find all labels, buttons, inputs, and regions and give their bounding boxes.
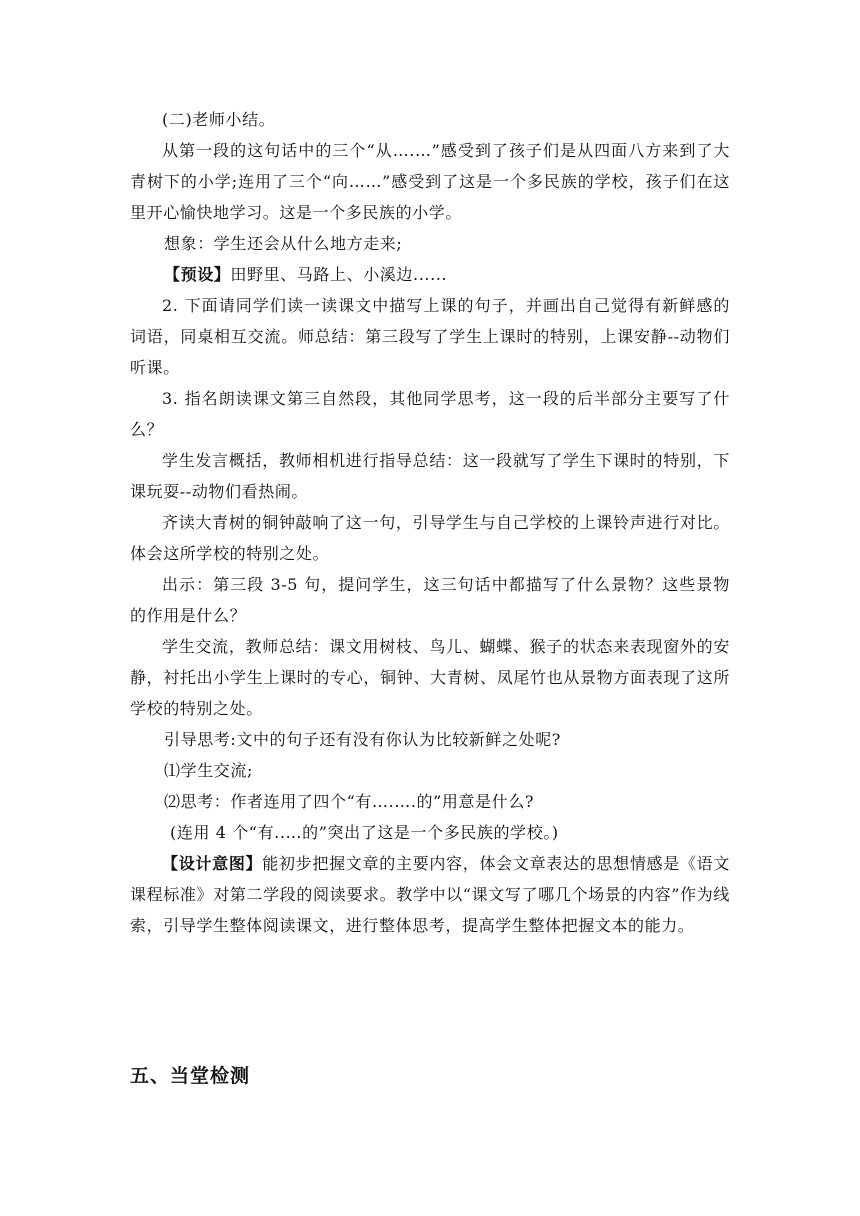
design-intent-tag: 【设计意图】 <box>162 854 263 873</box>
body-paragraph: 学生交流，教师总结：课文用树枝、鸟儿、蝴蝶、猴子的状态来表现窗外的安静，衬托出小学生上课时的专心，铜钟、大青树、凤尾竹也从景物方面表现了这所学校的特别之处。 <box>130 637 730 718</box>
preset-paragraph <box>130 259 730 290</box>
section-heading: 五、当堂检测 <box>130 1065 251 1087</box>
preset-text: 田野里、马路上、小溪边...... <box>230 265 448 284</box>
list-item: ⑵思考：作者连用了四个“有….….的”用意是什么? <box>164 792 535 811</box>
preset-tag: 【预设】 <box>164 265 231 284</box>
body-paragraph: 引导思考:文中的句子还有没有你认为比较新鲜之处呢? <box>164 730 561 749</box>
subsection-title: (二)老师小结。 <box>162 110 276 129</box>
body-paragraph: 出示：第三段 3-5 句，提问学生，这三句话中都描写了什么景物？这些景物的作用是什么？ <box>130 575 730 625</box>
body-paragraph: (连用 4 个“有..…的”突出了这是一个多民族的学校。) <box>170 823 559 842</box>
body-paragraph: 2. 下面请同学们读一读课文中描写上课的句子，并画出自己觉得有新鲜感的词语，同桌相互交流。师总结：第三段写了学生上课时的特别，上课安静--动物们听课。 <box>130 296 730 377</box>
body-paragraph: 想象：学生还会从什么地方走来; <box>164 234 403 253</box>
design-intent-paragraph <box>130 848 730 941</box>
body-paragraph: 学生发言概括，教师相机进行指导总结：这一段就写了学生下课时的特别，下课玩耍--动物们看热闹。 <box>130 451 730 501</box>
list-item: ⑴学生交流; <box>164 761 253 780</box>
body-paragraph: 3. 指名朗读课文第三自然段，其他同学思考，这一段的后半部分主要写了什么？ <box>130 389 730 439</box>
document-body <box>130 104 730 941</box>
design-intent-text: 能初步把握文章的主要内容，体会文章表达的思想情感是《语文课程标准》对第二学段的阅读要求。教学中以“课文写了哪几个场景的内容”作为线索，引导学生整体阅读课文，进行整体思考，提高学生整体把握文本的能力。 <box>130 854 730 935</box>
body-paragraph: 齐读大青树的铜钟敲响了这一句，引导学生与自己学校的上课铃声进行对比。体会这所学校的特别之处。 <box>130 513 730 563</box>
body-paragraph: 从第一段的这句话中的三个“从….…”感受到了孩子们是从四面八方来到了大青树下的小学;连用了三个“向……”感受到了这是一个多民族的学校，孩子们在这里开心愉快地学习。这是一个多民族的小学。 <box>130 141 730 222</box>
